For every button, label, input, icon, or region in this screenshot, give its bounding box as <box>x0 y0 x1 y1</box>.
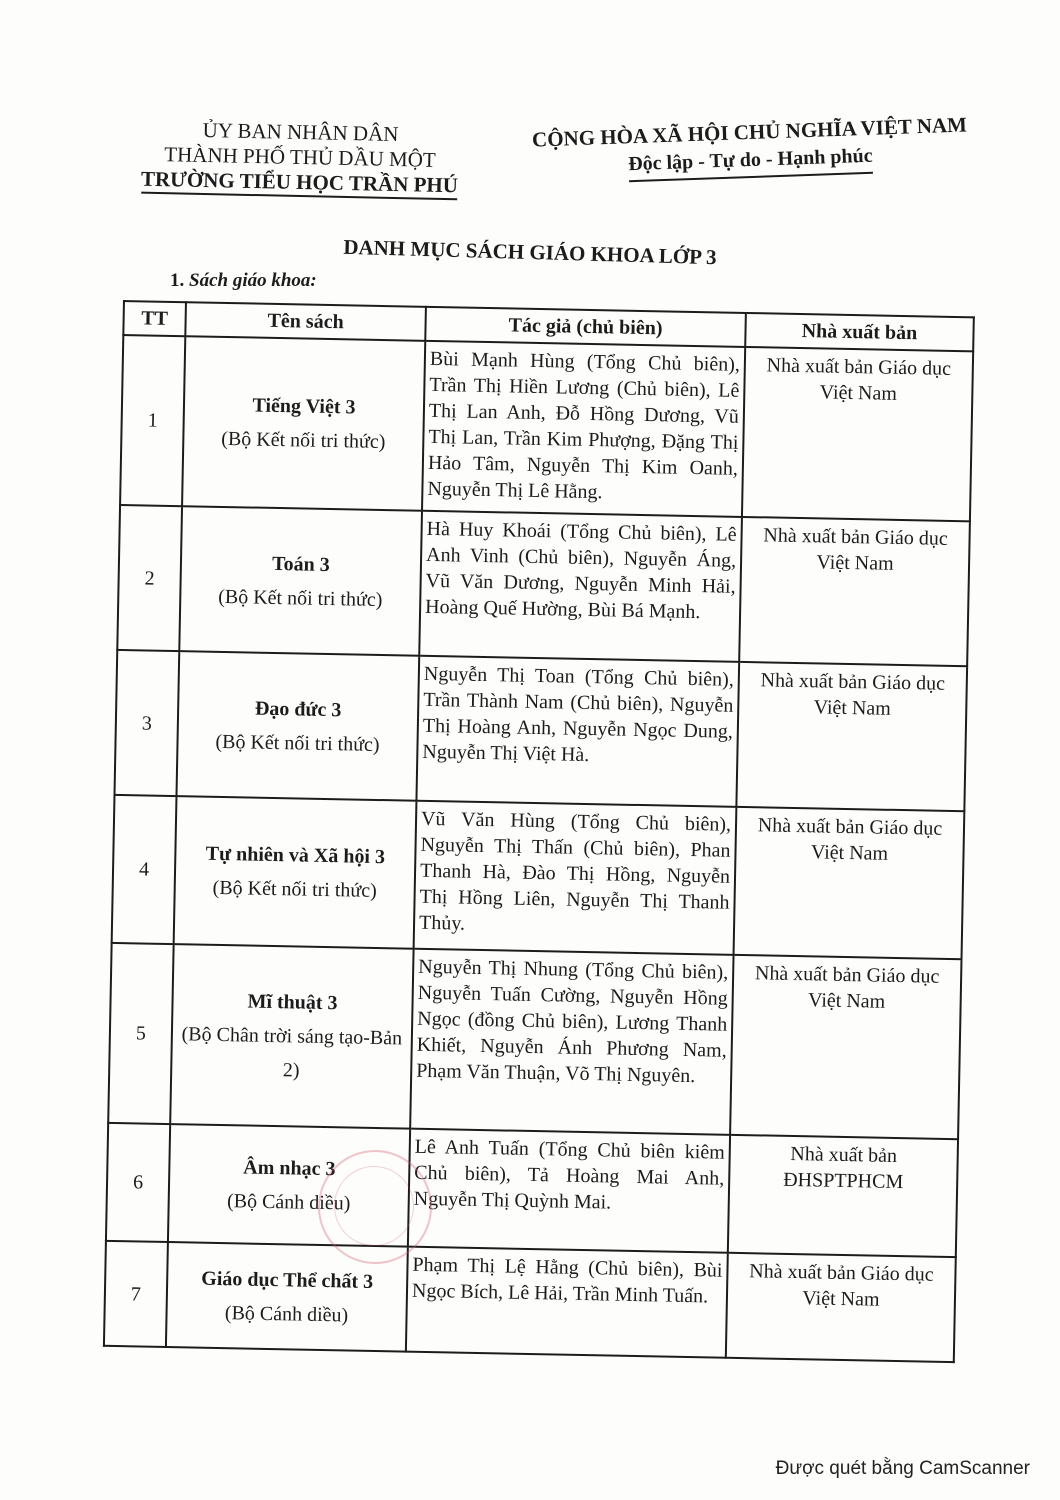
textbook-table <box>103 300 975 1363</box>
national-motto: Độc lập - Tự do - Hạnh phúc <box>628 142 873 183</box>
document-title: DANH MỤC SÁCH GIÁO KHOA LỚP 3 <box>343 234 717 270</box>
header-tt: TT <box>123 301 186 336</box>
row-number: 6 <box>106 1123 170 1242</box>
table-row <box>120 335 973 521</box>
faded-red-stamp <box>318 1150 432 1264</box>
row-number: 7 <box>104 1241 168 1347</box>
section-label: Sách giáo khoa: <box>189 270 317 291</box>
book-series: (Bộ Kết nối tri thức) <box>218 585 383 611</box>
author-list: Lê Anh Tuấn (Tổng Chủ biên kiêm Chủ biên), Tả Hoàng Mai Anh, Nguyễn Thị Quỳnh Mai. <box>408 1129 730 1253</box>
book-cell <box>179 506 422 656</box>
author-list: Phạm Thị Lệ Hằng (Chủ biên), Bùi Ngọc Bích, Lê Hải, Trần Minh Tuấn. <box>406 1247 728 1358</box>
national-name: CỘNG HÒA XÃ HỘI CHỦ NGHĨA VIỆT NAM <box>531 112 968 152</box>
book-title: Tự nhiên và Xã hội 3 <box>205 842 386 869</box>
issuer-block <box>109 116 491 201</box>
row-number: 5 <box>108 943 173 1124</box>
publisher-name: Nhà xuất bản Giáo dục Việt Nam <box>734 807 965 959</box>
book-title: Tiếng Việt 3 <box>252 394 356 419</box>
book-cell <box>170 944 413 1129</box>
header-name: Tên sách <box>185 302 426 341</box>
issuer-line-3: TRƯỜNG TIỂU HỌC TRẦN PHÚ <box>141 167 458 201</box>
book-title: Âm nhạc 3 <box>243 1156 336 1181</box>
section-number: 1. <box>170 270 185 291</box>
issuer-line-2: THÀNH PHỐ THỦ DẦU MỘT <box>164 142 436 172</box>
author-list: Hà Huy Khoái (Tổng Chủ biên), Lê Anh Vinh (Chủ biên), Nguyễn Áng, Vũ Văn Dương, Nguyễn Minh Hải, Hoàng Quế Hường, Bùi Bá Mạnh. <box>419 511 742 662</box>
book-cell <box>182 336 425 511</box>
author-list: Vũ Văn Hùng (Tổng Chủ biên), Nguyễn Thị Thấn (Chủ biên), Phan Thanh Hà, Đào Thị Hồng, Nguyễn Thị Hồng Liên, Nguyễn Thị Thanh Thủy. <box>414 801 737 955</box>
book-title: Đạo đức 3 <box>254 697 342 721</box>
book-title: Giáo dục Thể chất 3 <box>201 1267 374 1293</box>
author-list: Nguyễn Thị Toan (Tổng Chủ biên), Trần Thành Nam (Chủ biên), Nguyễn Thị Hoàng Anh, Nguyễn Ngọc Dung, Nguyễn Thị Việt Hà. <box>416 656 739 807</box>
row-number: 3 <box>114 650 179 796</box>
publisher-name: Nhà xuất bản Giáo dục Việt Nam <box>726 1253 956 1362</box>
publisher-name: Nhà xuất bản Giáo dục Việt Nam <box>739 517 970 666</box>
author-list: Nguyễn Thị Nhung (Tổng Chủ biên), Nguyễn Tuấn Cường, Nguyễn Hồng Ngọc (đồng Chủ biên), Lương Thanh Khiết, Nguyễn Ánh Phương Nam, Phạm Văn Thuận, Võ Thị Nguyên. <box>410 949 733 1135</box>
header-author: Tác giả (chủ biên) <box>425 307 746 347</box>
section-heading <box>170 270 317 292</box>
table-row <box>106 1123 958 1257</box>
book-title: Mĩ thuật 3 <box>247 990 338 1015</box>
book-title: Toán 3 <box>271 552 330 576</box>
book-series: (Bộ Cánh diều) <box>226 1190 351 1215</box>
book-series: (Bộ Cánh diều) <box>224 1301 349 1327</box>
table-row <box>104 1241 956 1362</box>
textbook-table-wrapper <box>103 300 983 1363</box>
publisher-name: Nhà xuất bản ĐHSPTPHCM <box>728 1135 958 1257</box>
book-series: (Bộ Kết nối tri thức) <box>221 427 386 454</box>
table-row <box>108 943 961 1139</box>
book-cell <box>174 796 417 949</box>
issuer-line-1: ỦY BAN NHÂN DÂN <box>202 117 399 147</box>
scanner-watermark: Được quét bằng CamScanner <box>775 1458 1030 1479</box>
row-number: 1 <box>120 335 185 506</box>
book-series: (Bộ Kết nối tri thức) <box>212 876 377 902</box>
row-number: 2 <box>117 505 182 651</box>
table-row <box>112 795 965 959</box>
book-series: (Bộ Chân trời sáng tạo-Bản 2) <box>181 1023 403 1082</box>
publisher-name: Nhà xuất bản Giáo dục Việt Nam <box>736 662 967 811</box>
book-series: (Bộ Kết nối tri thức) <box>215 730 380 756</box>
author-list: Bùi Mạnh Hùng (Tổng Chủ biên), Trần Thị Hiền Lương (Chủ biên), Lê Thị Lan Anh, Đỗ Hồng Dương, Vũ Thị Lan, Trần Kim Phượng, Đặng Thị Hảo Tâm, Nguyễn Thị Kim Oanh, Nguyễn Thị Lê Hằng. <box>422 341 745 517</box>
book-cell <box>176 651 419 801</box>
publisher-name: Nhà xuất bản Giáo dục Việt Nam <box>742 347 973 521</box>
table-row <box>114 650 967 811</box>
national-heading <box>499 109 1001 186</box>
header-publisher: Nhà xuất bản <box>745 313 974 351</box>
publisher-name: Nhà xuất bản Giáo dục Việt Nam <box>730 955 961 1139</box>
row-number: 4 <box>112 795 177 944</box>
table-row <box>117 505 970 666</box>
